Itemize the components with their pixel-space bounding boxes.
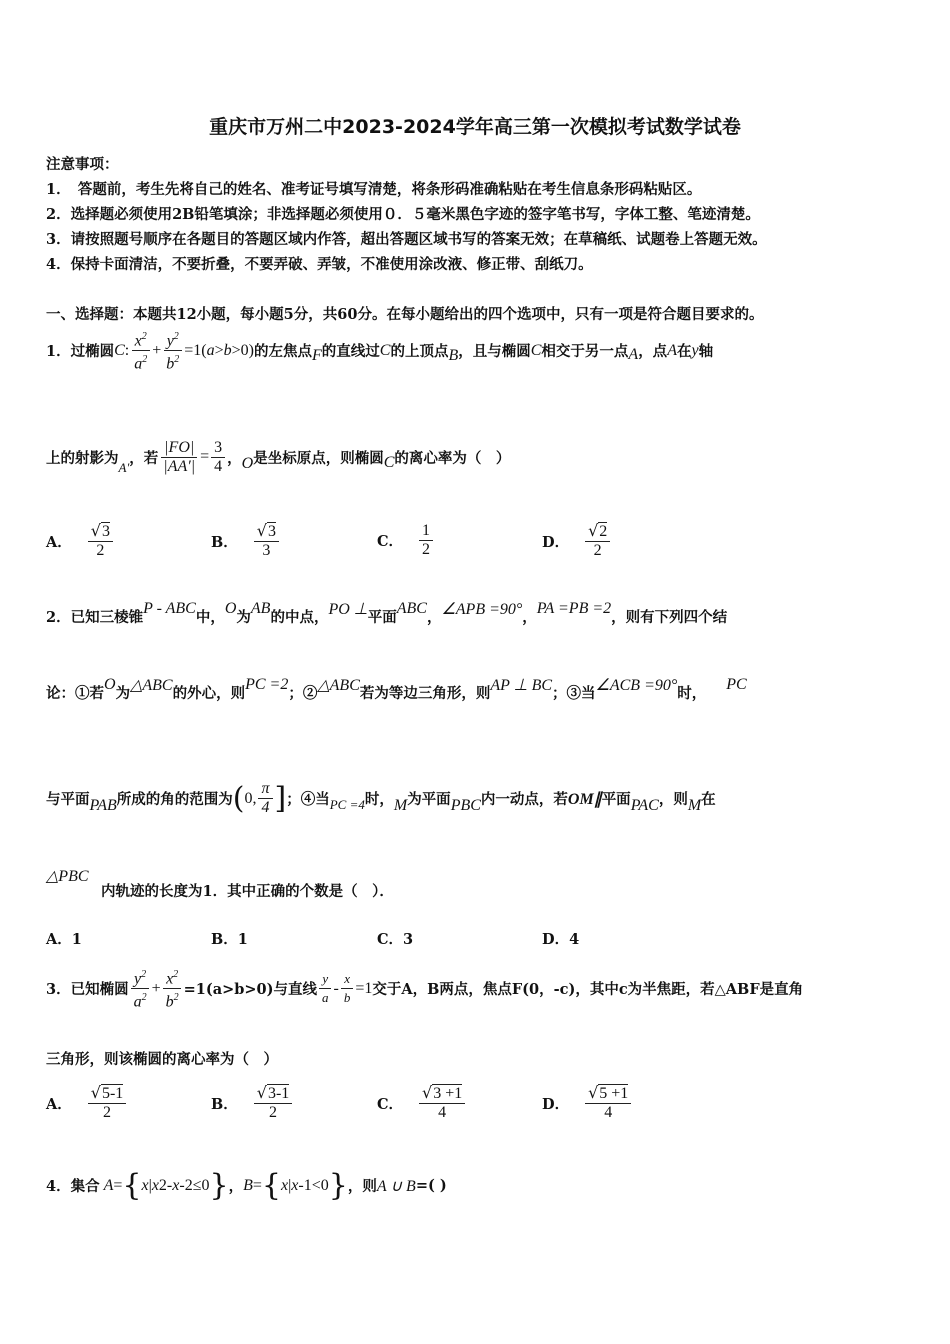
q2-line-1: 2．已知三棱锥 P - ABC 中， O 为 AB 的中点， PO ⊥ 平面 ABC ， ∠APB =90° ， PA =PB =2 ，则有下列四个结: [46, 599, 728, 626]
q2-option-c[interactable]: C．3: [377, 931, 414, 948]
q1-line-1: 1．过椭圆 C : $\frac{x^2}{a^2}$ + $\frac{y^2}{b^2}$ =1( a > b >0) 的左焦点 F 的直线过 C 的上顶点 B ，且与椭圆 C 相交于另一点 A ，点 A 在 y 轴: [46, 328, 910, 374]
q1-option-b[interactable]: B． $\frac{√3}{3}$: [211, 522, 281, 560]
q3-option-c[interactable]: C． $\frac{√3 +1}{4}$: [377, 1084, 467, 1122]
q3-line-1: 3．已知椭圆 $\frac{y^2}{a^2}$ + $\frac{x^2}{b^2}$ =1(a>b>0)与直线 $\frac{y}{a}$ - $\frac{x}{b}$ =1 交于A，B两点，焦点F(0，-c)，其中c为半焦距，若△ABF是直角: [46, 966, 910, 1012]
q2-option-d[interactable]: D．4: [542, 931, 580, 948]
notice-item-4: 4．保持卡面清洁，不要折叠，不要弄破、弄皱，不准使用涂改液、修正带、刮纸刀。: [46, 256, 593, 273]
q3-option-d[interactable]: D． $\frac{√5 +1}{4}$: [542, 1084, 633, 1122]
q2-option-a[interactable]: A．1: [46, 931, 82, 948]
notice-item-2: 2．选择题必须使用2B铅笔填涂；非选择题必须使用０．５毫米黑色字迹的签字笔书写，字体工整、笔迹清楚。: [46, 206, 760, 223]
q4-line-1: 4．集合 A = { x | x 2 - x -2≤0 } ， B = { x | x -1<0 } ，则 A ∪ B =( ): [46, 1168, 447, 1203]
q2-option-b[interactable]: B．1: [211, 931, 248, 948]
q3-option-a[interactable]: A． $\frac{√5-1}{2}$: [46, 1084, 128, 1122]
q2-line-3: 与平面 PAB 所成的角的范围为 ( 0, $\frac{\pi}{4}$ ] ；④当 PC =4 时， M 为平面 PBC 内一动点，若 OM∥ 平面 PAC ，则 M 在: [46, 780, 716, 816]
q1-line-2: 上的射影为 A′ ，若 $\frac{|FO|}{|AA'|}$ = $\frac{3}{4}$ ， O 是坐标原点，则椭圆 C 的离心率为（ ）: [46, 438, 511, 475]
notice-header: 注意事项：: [46, 156, 119, 173]
q3-line-2: 三角形，则该椭圆的离心率为（ ）: [46, 1051, 278, 1068]
section-heading: 一、选择题：本题共12小题，每小题5分，共60分。在每小题给出的四个选项中，只有一项是符合题目要求的。: [46, 306, 764, 323]
q3-option-b[interactable]: B． $\frac{√3-1}{2}$: [211, 1084, 294, 1122]
q1-option-a[interactable]: A． $\frac{√3}{2}$: [46, 522, 115, 560]
notice-item-3: 3．请按照题号顺序在各题目的答题区域内作答，超出答题区域书写的答案无效；在草稿纸、试题卷上答题无效。: [46, 231, 767, 248]
q1-option-d[interactable]: D． $\frac{√2}{2}$: [542, 522, 612, 560]
q2-line-2: 论：①若 O 为 △ABC 的外心，则 PC =2 ；② △ABC 若为等边三角形，则 AP ⊥ BC ；③当 ∠ACB =90° 时， PC: [46, 675, 747, 702]
notice-item-1: 1． 答题前，考生先将自己的姓名、准考证号填写清楚，将条形码准确粘贴在考生信息条形码粘贴区。: [46, 181, 702, 198]
q1-option-c[interactable]: C． $\frac{1}{2}$: [377, 522, 435, 559]
page-title: 重庆市万州二中2023-2024学年高三第一次模拟考试数学试卷: [209, 116, 741, 138]
